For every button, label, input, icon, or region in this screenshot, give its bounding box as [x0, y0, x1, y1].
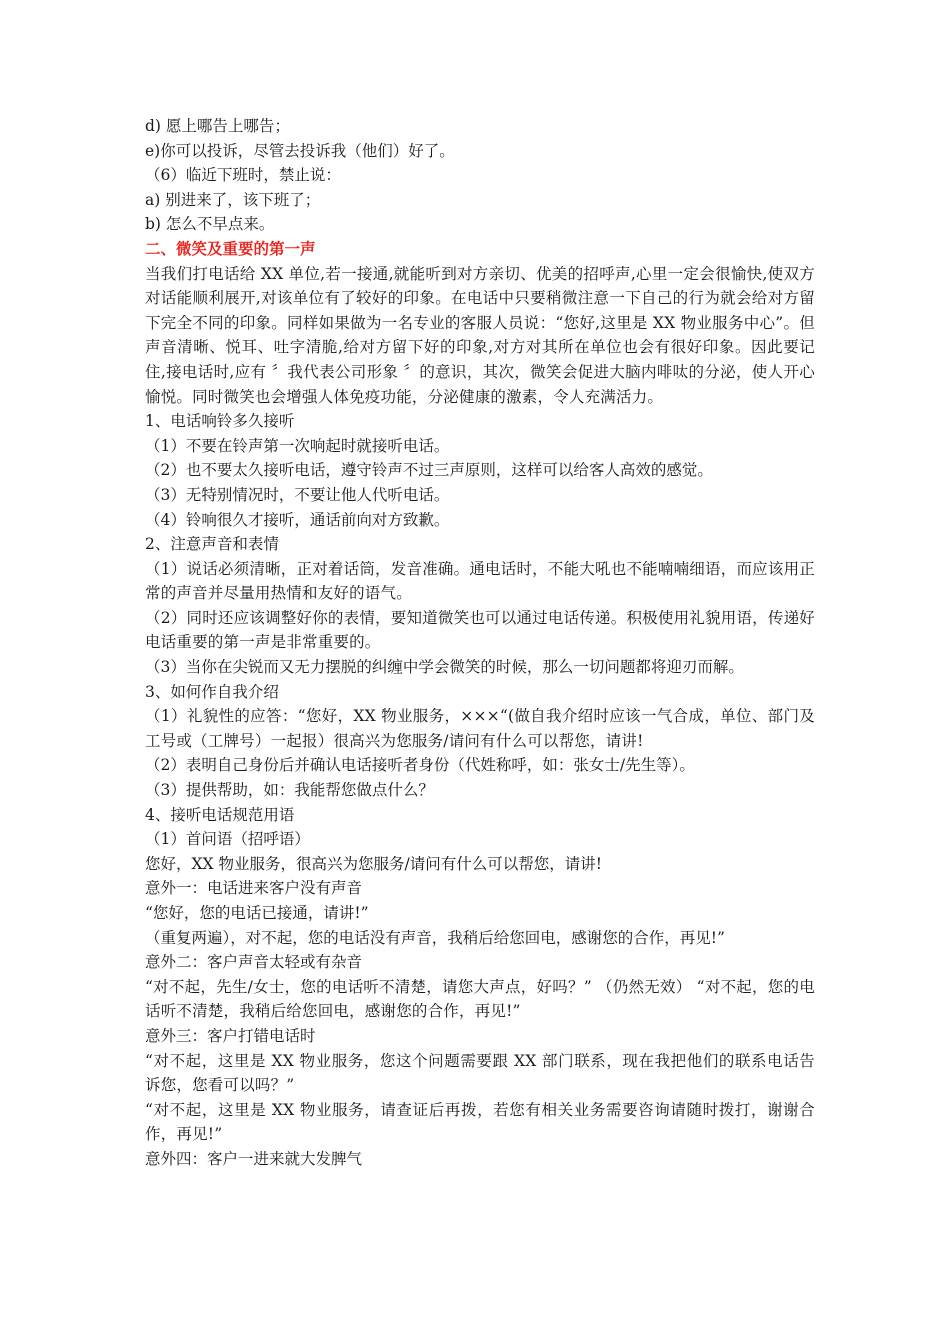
text-line: “您好，您的电话已接通，请讲!”	[145, 904, 369, 922]
text-line: 意外四：客户一进来就大发脾气	[145, 1149, 363, 1168]
list-item: （3）当你在尖锐而又无力摆脱的纠缠中学会微笑的时候，那么一切问题都将迎刃而解。	[145, 658, 744, 677]
list-item: （1）说话必须清晰，正对着话筒，发音准确。通电话时，不能大吼也不能喃喃细语，而应该用正常的声音并尽量用热情和友好的语气。	[145, 559, 815, 603]
text-line: “对不起，这里是 XX 物业服务，请查证后再拨，若您有相关业务需要咨询请随时拨打，谢谢合作，再见!”	[145, 1100, 815, 1144]
list-item: （3）提供帮助，如：我能帮您做点什么？	[145, 781, 434, 800]
list-item: （1）首问语（招呼语）	[145, 830, 310, 849]
list-item: （1）礼貌性的应答：“您好，XX 物业服务，×××“(做自我介绍时应该一气合成，单位、部门及工号或（工牌号）一起报）很高兴为您服务/请问有什么可以帮您，请讲!	[145, 707, 815, 750]
intro-paragraph: 当我们打电话给 XX 单位,若一接通,就能听到对方亲切、优美的招呼声,心里一定会很愉快,使双方对话能顺利展开,对该单位有了较好的印象。在电话中只要稍微注意一下自己的行为就会给对方留下完全不同的印象。同样如果做为一名专业的客服人员说：“您好,这里是 XX 物业服务中心”。但声音清晰、悦耳、吐字清脆,给对方留下好的印象,对方对其所在单位也会有很好印象。因此要记住,接电话时,应有 〞我代表公司形象 〞的意识，其次，微笑会促进大脑内啡呔的分泌，使人开心愉悦。同时微笑也会增强人体免疫功能，分泌健康的激素，令人充满活力。	[145, 264, 815, 406]
text-line: 意外一：电话进来客户没有声音	[145, 879, 363, 898]
list-item: d) 愿上哪告上哪告；	[145, 117, 290, 135]
subsection-heading: 4、接听电话规范用语	[145, 805, 295, 824]
list-item: （1）不要在铃声第一次响起时就接听电话。	[145, 436, 450, 455]
text-line: “对不起，这里是 XX 物业服务，您这个问题需要跟 XX 部门联系，现在我把他们的联系电话告诉您，您看可以吗？”	[145, 1051, 815, 1095]
section-heading: 二、微笑及重要的第一声	[145, 238, 316, 258]
list-item: b) 怎么不早点来。	[145, 215, 275, 234]
text-line: 意外二：客户声音太轻或有杂音	[145, 953, 363, 972]
document-page	[145, 114, 815, 1172]
subsection-heading: 1、电话响铃多久接听	[145, 412, 295, 431]
list-item: a) 别进来了，该下班了；	[145, 190, 321, 209]
list-item: （2）表明自己身份后并确认电话接听者身份（代姓称呼，如：张女士/先生等）。	[145, 756, 695, 775]
text-line: 您好，XX 物业服务，很高兴为您服务/请问有什么可以帮您，请讲!	[145, 854, 602, 873]
text-line: 意外三：客户打错电话时	[145, 1026, 316, 1045]
subsection-heading: 2、注意声音和表情	[145, 535, 279, 554]
subsection-heading: 3、如何作自我介绍	[145, 682, 279, 701]
text-line: （重复两遍），对不起，您的电话没有声音，我稍后给您回电，感谢您的合作，再见!”	[145, 928, 725, 947]
list-item: （4）铃响很久才接听，通话前向对方致歉。	[145, 510, 450, 529]
list-item: （3）无特别情况时，不要让他人代听电话。	[145, 485, 450, 504]
list-item: （2）同时还应该调整好你的表情，要知道微笑也可以通过电话传递。积极使用礼貌用语，传递好电话重要的第一声是非常重要的。	[145, 608, 815, 652]
list-item: e)你可以投诉，尽管去投诉我（他们）好了。	[145, 141, 455, 160]
list-item: （6）临近下班时，禁止说：	[145, 166, 341, 185]
list-item: （2）也不要太久接听电话，遵守铃声不过三声原则，这样可以给客人高效的感觉。	[145, 461, 713, 480]
text-line: “对不起，先生/女士，您的电话听不清楚，请您大声点，好吗？” （仍然无效） “对不起，您的电话听不清楚，我稍后给您回电，感谢您的合作，再见!”	[145, 977, 815, 1021]
